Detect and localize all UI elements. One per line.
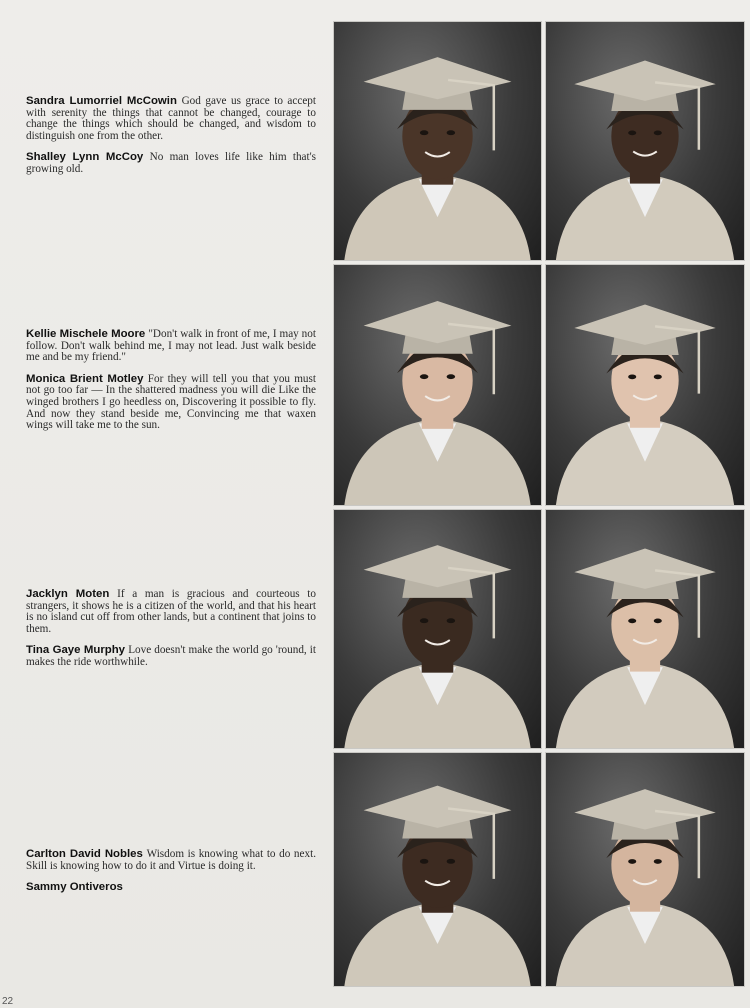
mortarboard bbox=[574, 61, 715, 101]
portrait-illustration bbox=[546, 265, 744, 505]
left-eye bbox=[628, 131, 636, 136]
senior-quote: Love doesn't make the world go 'round, it makes the ride worthwhile. bbox=[26, 644, 316, 668]
portrait-photo-ontiveros bbox=[546, 753, 744, 986]
senior-quotes-column bbox=[0, 0, 330, 1008]
senior-quote: "Don't walk in front of me, I may not follow. Don't walk behind me, I may not lead. Just walk beside me and be my friend." bbox=[26, 328, 316, 364]
portrait-photo-motley bbox=[546, 265, 744, 505]
senior-entry-ontiveros bbox=[26, 882, 316, 894]
mortarboard bbox=[574, 304, 715, 344]
left-eye bbox=[628, 619, 636, 624]
senior-name: Shalley Lynn McCoy bbox=[26, 151, 144, 164]
right-eye bbox=[447, 859, 455, 864]
left-eye bbox=[420, 859, 428, 864]
right-eye bbox=[654, 619, 662, 624]
portrait-photo-moore bbox=[334, 265, 541, 505]
page-number: 22 bbox=[2, 996, 14, 1007]
right-eye bbox=[447, 130, 455, 135]
left-eye bbox=[420, 130, 428, 135]
right-eye bbox=[654, 859, 662, 864]
portrait-illustration bbox=[546, 510, 744, 748]
senior-quote: If a man is gracious and courteous to strangers, it shows he is a citizen of the world, and that his heart is no island cut off from other lands, but a continent that joins to them. bbox=[26, 588, 317, 635]
right-eye bbox=[447, 374, 455, 379]
right-eye bbox=[447, 618, 455, 623]
senior-name: Carlton David Nobles bbox=[26, 848, 143, 860]
senior-name: Kellie Mischele Moore bbox=[26, 328, 146, 340]
right-eye bbox=[654, 374, 662, 379]
entry-group-1 bbox=[26, 96, 316, 186]
portrait-photo-moten bbox=[334, 510, 541, 748]
portrait-photo-murphy bbox=[546, 510, 744, 748]
senior-quote: No man loves life like him that's growing old. bbox=[26, 151, 316, 175]
senior-quote: For they will tell you that you must not go too far — In the shattered madness you will die Like the winged brothers I go heedless on, Discovering it possible to fly. And now they stand beside me, Convincing me that waxen wings will take me to the sun. bbox=[26, 372, 316, 432]
mortarboard bbox=[364, 545, 512, 587]
mortarboard bbox=[364, 301, 512, 343]
portrait-illustration bbox=[334, 22, 541, 260]
entry-group-3 bbox=[26, 589, 316, 679]
portrait-illustration bbox=[334, 510, 541, 748]
senior-quote: God gave us grace to accept with serenity the things that cannot be changed, courage to change the things which should be changed, and wisdom to distinguish one from the other. bbox=[26, 95, 316, 142]
senior-entry-mccowin bbox=[26, 96, 316, 142]
senior-entry-mccoy bbox=[26, 152, 316, 175]
portrait-illustration bbox=[546, 753, 744, 986]
senior-name: Sandra Lumorriel McCowin bbox=[26, 95, 177, 107]
mortarboard bbox=[574, 549, 715, 589]
mortarboard bbox=[364, 57, 512, 99]
senior-quote: Wisdom is knowing what to do next. Skill is knowing how to do it and Virtue is doing it. bbox=[26, 848, 316, 872]
portrait-photo-nobles bbox=[334, 753, 541, 986]
left-eye bbox=[628, 859, 636, 864]
senior-name: Tina Gaye Murphy bbox=[26, 644, 126, 657]
mortarboard bbox=[364, 786, 512, 828]
portrait-illustration bbox=[546, 22, 744, 260]
left-eye bbox=[420, 374, 428, 379]
entry-group-2 bbox=[26, 329, 316, 442]
mortarboard bbox=[574, 789, 715, 829]
senior-entry-nobles bbox=[26, 849, 316, 872]
senior-name: Sammy Ontiveros bbox=[26, 881, 123, 894]
portrait-illustration bbox=[334, 265, 541, 505]
senior-entry-moore bbox=[26, 329, 316, 364]
right-eye bbox=[654, 131, 662, 136]
senior-name: Jacklyn Moten bbox=[26, 588, 110, 600]
senior-entry-moten bbox=[26, 589, 316, 635]
senior-name: Monica Brient Motley bbox=[26, 372, 144, 385]
senior-entry-motley bbox=[26, 374, 316, 432]
left-eye bbox=[628, 374, 636, 379]
entry-group-4 bbox=[26, 849, 316, 904]
portrait-photo-mccowin bbox=[334, 22, 541, 260]
senior-entry-murphy bbox=[26, 645, 316, 668]
left-eye bbox=[420, 618, 428, 623]
portrait-illustration bbox=[334, 753, 541, 986]
portrait-photo-mccoy bbox=[546, 22, 744, 260]
